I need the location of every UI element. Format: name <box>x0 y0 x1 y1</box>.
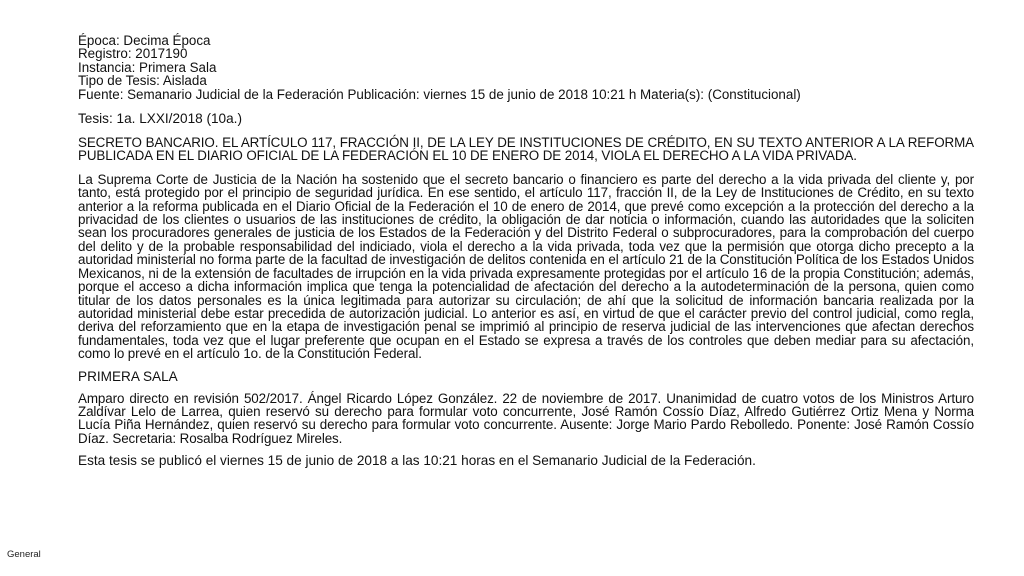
tesis-body-text: La Suprema Corte de Justicia de la Nación ha sostenido que el secreto bancario o financiero es parte del derecho a la vida privada del cliente y, por tanto, está protegido por el principio de seguridad jurídica. En ese sentido, el artículo 117, fracción II, de la Ley de Instituciones de Crédito, en su texto anterior a la reforma publicada en el Diario Oficial de la Federación el 10 de enero de 2014, que prevé como excepción a la protección del derecho a la privacidad de los clientes o usuarios de las instituciones de crédito, la obligación de dar noticia o información, cuando las autoridades que la soliciten sean los procuradores generales de justicia de los Estados de la Federación y del Distrito Federal o subprocuradores, para la comprobación del cuerpo del delito y de la probable responsabilidad del indiciado, viola el derecho a la vida privada, toda vez que la permisión que otorga dicho precepto a la autoridad ministerial no forma parte de la facultad de investigación de delitos contenida en el artículo 21 de la Constitución Política de los Estados Unidos Mexicanos, ni de la extensión de facultades de irrupción en la vida privada expresamente protegidas por el artículo 16 de la propia Constitución; además, porque el acceso a dicha información implica que tenga la potencialidad de afectación del derecho a la autodeterminación de la persona, quien como titular de los datos personales es la única legitimada para autorizar su circulación; de ahí que la solicitud de información bancaria realizada por la autoridad ministerial debe estar precedida de autorización judicial. Lo anterior es así, en virtud de que el carácter previo del control judicial, como regla, deriva del reforzamiento que en la etapa de investigación penal se imprimió al principio de reserva judicial de las intervenciones que afectan derechos fundamentales, toda vez que el lugar preferente que ocupan en el Estado se expresa a través de los controles que deben mediar para su afectación, como lo prevé en el artículo 1o. de la Constitución Federal. <box>78 171 974 362</box>
header-instancia: Instancia: Primera Sala <box>78 59 217 75</box>
sala-label: PRIMERA SALA <box>78 368 178 384</box>
header-fuente: Fuente: Semanario Judicial de la Federación Publicación: viernes 15 de junio de 2018 10:21 h Materia(s): (Constitucional) <box>78 86 801 102</box>
sensitivity-label: General <box>7 549 41 560</box>
header-block <box>78 34 974 101</box>
tesis-number: Tesis: 1a. LXXI/2018 (10a.) <box>78 111 242 127</box>
header-epoca: Época: Decima Época <box>78 33 211 48</box>
rubro-heading: SECRETO BANCARIO. EL ARTÍCULO 117, FRACCIÓN II, DE LA LEY DE INSTITUCIONES DE CRÉDITO, EN SU TEXTO ANTERIOR A LA REFORMA PUBLICADA EN EL DIARIO OFICIAL DE LA FEDERACIÓN EL 10 DE ENERO DE 2014, VIOLA EL DERECHO A LA VIDA PRIVADA. <box>78 135 974 164</box>
header-tipo: Tipo de Tesis: Aislada <box>78 73 207 89</box>
header-registro: Registro: 2017190 <box>78 46 188 62</box>
publicacion-text: Esta tesis se publicó el viernes 15 de junio de 2018 a las 10:21 horas en el Semanario Judicial de la Federación. <box>78 453 756 469</box>
slide-content <box>78 34 974 468</box>
precedente-text: Amparo directo en revisión 502/2017. Ángel Ricardo López González. 22 de noviembre de 2017. Unanimidad de cuatro votos de los Ministros Arturo Zaldívar Lelo de Larrea, quien reservó su derecho para formular voto concurrente, José Ramón Cossío Díaz, Alfredo Gutiérrez Ortiz Mena y Norma Lucía Piña Hernández, quien reservó su derecho para formular voto concurrente. Ausente: Jorge Mario Pardo Rebolledo. Ponente: José Ramón Cossío Díaz. Secretaria: Rosalba Rodríguez Mireles. <box>78 390 974 446</box>
